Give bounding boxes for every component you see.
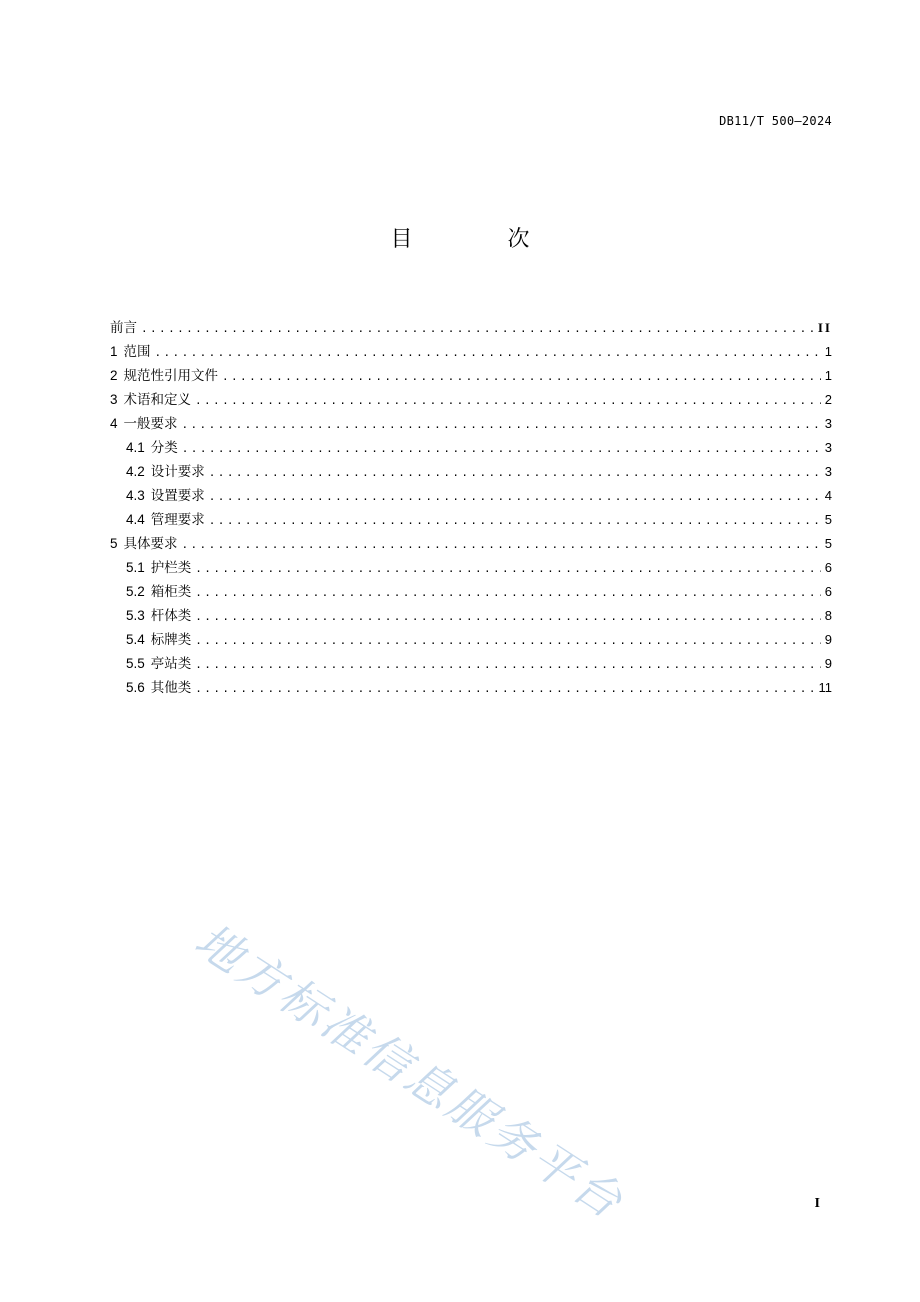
- toc-entry[interactable]: [110, 412, 832, 436]
- toc-entry-label: 规范性引用文件: [123, 368, 219, 384]
- toc-entry[interactable]: [110, 532, 832, 556]
- toc-entry-number: 4.3: [126, 488, 145, 503]
- toc-entry[interactable]: [110, 628, 832, 652]
- toc-entry-label: 护栏类: [150, 560, 192, 576]
- toc-entry[interactable]: [110, 484, 832, 508]
- page-number: I: [814, 1196, 820, 1211]
- toc-entry-number: 5.6: [126, 680, 145, 695]
- toc-entry-page: 3: [824, 416, 832, 431]
- toc-entry-label: 分类: [150, 440, 178, 456]
- toc-entry-number: 4.4: [126, 512, 145, 527]
- toc-leader-dots: [195, 653, 820, 677]
- toc-entry-number: 4.1: [126, 440, 145, 455]
- toc-entry-page: II: [817, 320, 832, 335]
- toc-entry-page: 1: [824, 368, 832, 383]
- toc-entry-page: 11: [818, 680, 832, 695]
- toc-entry-label: 设计要求: [150, 464, 205, 480]
- toc-entry-label: 亭站类: [150, 656, 192, 672]
- toc-entry[interactable]: [110, 460, 832, 484]
- toc-entry-label: 具体要求: [123, 536, 178, 552]
- document-code: DB11/T 500—2024: [719, 114, 832, 128]
- toc-entry-page: 3: [824, 440, 832, 455]
- toc-entry-label: 其他类: [150, 680, 192, 696]
- toc-entry-number: 5.2: [126, 584, 145, 599]
- toc-leader-dots: [222, 365, 821, 389]
- toc-leader-dots: [195, 605, 820, 629]
- toc-entry-number: 5.3: [126, 608, 145, 623]
- toc-entry-page: 9: [824, 632, 832, 647]
- toc-entry-label: 设置要求: [150, 488, 205, 504]
- toc-leader-dots: [182, 533, 821, 557]
- toc-entry[interactable]: [110, 580, 832, 604]
- toc-leader-dots: [209, 485, 821, 509]
- toc-entry[interactable]: [110, 388, 832, 412]
- toc-entry[interactable]: [110, 676, 832, 700]
- toc-entry-number: 5: [110, 536, 118, 551]
- toc-entry-number: 5.1: [126, 560, 145, 575]
- toc-entry-page: 6: [824, 584, 832, 599]
- toc-entry-page: 4: [824, 488, 832, 503]
- toc-entry-page: 9: [824, 656, 832, 671]
- toc-entry-label: 杆体类: [150, 608, 192, 624]
- toc-entry-label: 箱柜类: [150, 584, 192, 600]
- toc-leader-dots: [195, 389, 821, 413]
- toc-entry-page: 5: [824, 536, 832, 551]
- toc-leader-dots: [209, 461, 821, 485]
- toc-leader-dots: [195, 557, 820, 581]
- toc-entry[interactable]: [110, 604, 832, 628]
- toc-entry-label: 范围: [123, 344, 151, 360]
- toc-entry-number: 4: [110, 416, 118, 431]
- toc-entry-page: 6: [824, 560, 832, 575]
- watermark: 地方标准信息服务平台: [185, 912, 635, 1231]
- toc-entry-label: 管理要求: [150, 512, 205, 528]
- toc-leader-dots: [141, 317, 814, 341]
- toc-entry[interactable]: [110, 364, 832, 388]
- toc-entry-label: 标牌类: [150, 632, 192, 648]
- toc-entry-page: 5: [824, 512, 832, 527]
- toc-entry[interactable]: [110, 436, 832, 460]
- toc-entry-label: 术语和定义: [123, 392, 192, 408]
- toc-entry-number: 3: [110, 392, 118, 407]
- toc-entry-label: 一般要求: [123, 416, 178, 432]
- toc-entry-number: 1: [110, 344, 118, 359]
- toc-entry[interactable]: [110, 340, 832, 364]
- toc-leader-dots: [155, 341, 821, 365]
- page-title: 目 次: [390, 227, 574, 252]
- toc-leader-dots: [195, 629, 820, 653]
- toc-entry-number: 2: [110, 368, 118, 383]
- table-of-contents: [110, 316, 832, 700]
- toc-entry[interactable]: [110, 316, 832, 340]
- toc-leader-dots: [195, 581, 820, 605]
- toc-entry-number: 4.2: [126, 464, 145, 479]
- toc-entry[interactable]: [110, 652, 832, 676]
- toc-leader-dots: [182, 413, 821, 437]
- toc-leader-dots: [209, 509, 821, 533]
- toc-entry-label: 前言: [110, 320, 137, 336]
- toc-entry[interactable]: [110, 556, 832, 580]
- toc-entry-page: 3: [824, 464, 832, 479]
- toc-entry[interactable]: [110, 508, 832, 532]
- toc-entry-page: 2: [824, 392, 832, 407]
- toc-leader-dots: [182, 437, 821, 461]
- toc-leader-dots: [195, 677, 814, 701]
- toc-entry-number: 5.4: [126, 632, 145, 647]
- toc-entry-number: 5.5: [126, 656, 145, 671]
- toc-entry-page: 1: [824, 344, 832, 359]
- toc-entry-page: 8: [824, 608, 832, 623]
